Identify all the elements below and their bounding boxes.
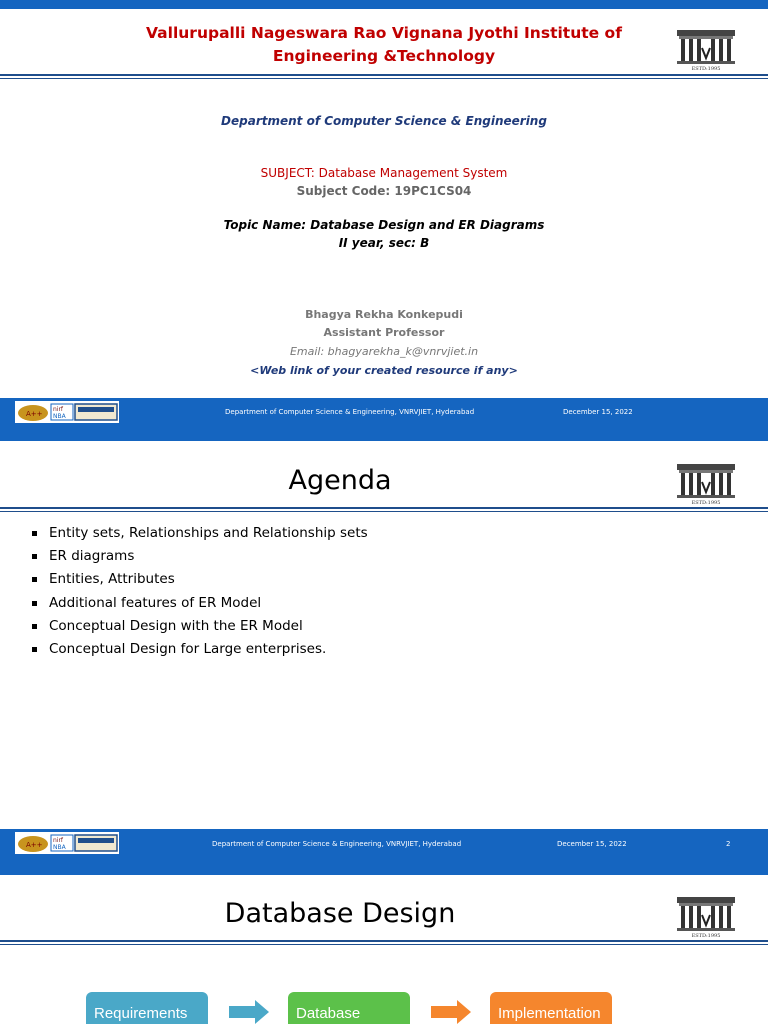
institute-name <box>100 22 668 68</box>
slide-title: Database Design <box>224 898 456 929</box>
svg-text:NBA: NBA <box>53 844 66 851</box>
svg-text:nirf: nirf <box>53 837 64 844</box>
institute-name-line2: Engineering &Technology <box>272 47 496 65</box>
agenda-item: Conceptual Design for Large enterprises. <box>30 638 368 661</box>
author-name: Bhagya Rekha Konkepudi <box>305 308 463 321</box>
footer-department: Department of Computer Science & Engineering, VNRVJIET, Hyderabad <box>212 840 462 848</box>
header-divider-thin <box>0 511 768 512</box>
institute-name-line1: Vallurupalli Nageswara Rao Vignana Jyothi Institute of <box>146 24 622 42</box>
agenda-item: ER diagrams <box>30 545 368 568</box>
accreditation-logos <box>15 401 119 423</box>
process-step-database: Database <box>288 992 410 1024</box>
arrow-right-icon <box>229 1000 269 1024</box>
department-name: Department of Computer Science & Engineering <box>221 114 547 128</box>
college-logo <box>675 462 737 506</box>
process-step-implementation: Implementation <box>490 992 612 1024</box>
svg-text:NBA: NBA <box>53 413 66 420</box>
svg-text:nirf: nirf <box>53 406 64 413</box>
agenda-item: Conceptual Design with the ER Model <box>30 615 368 638</box>
logo-caption: ESTD:1995 <box>691 933 721 939</box>
header-divider <box>0 940 768 942</box>
accreditation-logos <box>15 832 119 854</box>
topic-name: Topic Name: Database Design and ER Diagrams <box>223 218 545 232</box>
author-email: Email: bhagyarekha_k@vnrvjiet.in <box>289 345 479 358</box>
agenda-item: Additional features of ER Model <box>30 592 368 615</box>
footer-page-number: 2 <box>726 840 731 848</box>
college-logo <box>675 895 737 939</box>
process-step-requirements: Requirements <box>86 992 208 1024</box>
footer-date: December 15, 2022 <box>563 408 633 416</box>
subject-name: SUBJECT: Database Management System <box>260 166 508 180</box>
slide-footer <box>0 398 768 441</box>
slide-footer <box>0 829 768 875</box>
header-divider-thin <box>0 944 768 945</box>
svg-text:A++: A++ <box>26 841 43 849</box>
footer-date: December 15, 2022 <box>557 840 627 848</box>
slide-title-page <box>0 0 768 441</box>
agenda-item: Entity sets, Relationships and Relationship sets <box>30 522 368 545</box>
author-title: Assistant Professor <box>323 326 445 339</box>
arrow-right-icon <box>431 1000 471 1024</box>
logo-caption: ESTD:1995 <box>691 66 721 72</box>
svg-text:A++: A++ <box>26 410 43 418</box>
footer-department: Department of Computer Science & Engineering, VNRVJIET, Hyderabad <box>225 408 475 416</box>
year-section: II year, sec: B <box>338 236 430 250</box>
logo-caption: ESTD:1995 <box>691 500 721 506</box>
header-divider <box>0 74 768 76</box>
agenda-list <box>30 522 368 661</box>
header-divider <box>0 507 768 509</box>
agenda-item: Entities, Attributes <box>30 568 368 591</box>
slide-title: Agenda <box>288 465 392 496</box>
slide-database-design <box>0 880 768 1024</box>
subject-code: Subject Code: 19PC1CS04 <box>296 184 472 198</box>
resource-weblink[interactable]: <Web link of your created resource if any> <box>250 364 518 377</box>
header-divider-thin <box>0 78 768 79</box>
college-logo <box>675 28 737 72</box>
top-accent-bar <box>0 0 768 9</box>
